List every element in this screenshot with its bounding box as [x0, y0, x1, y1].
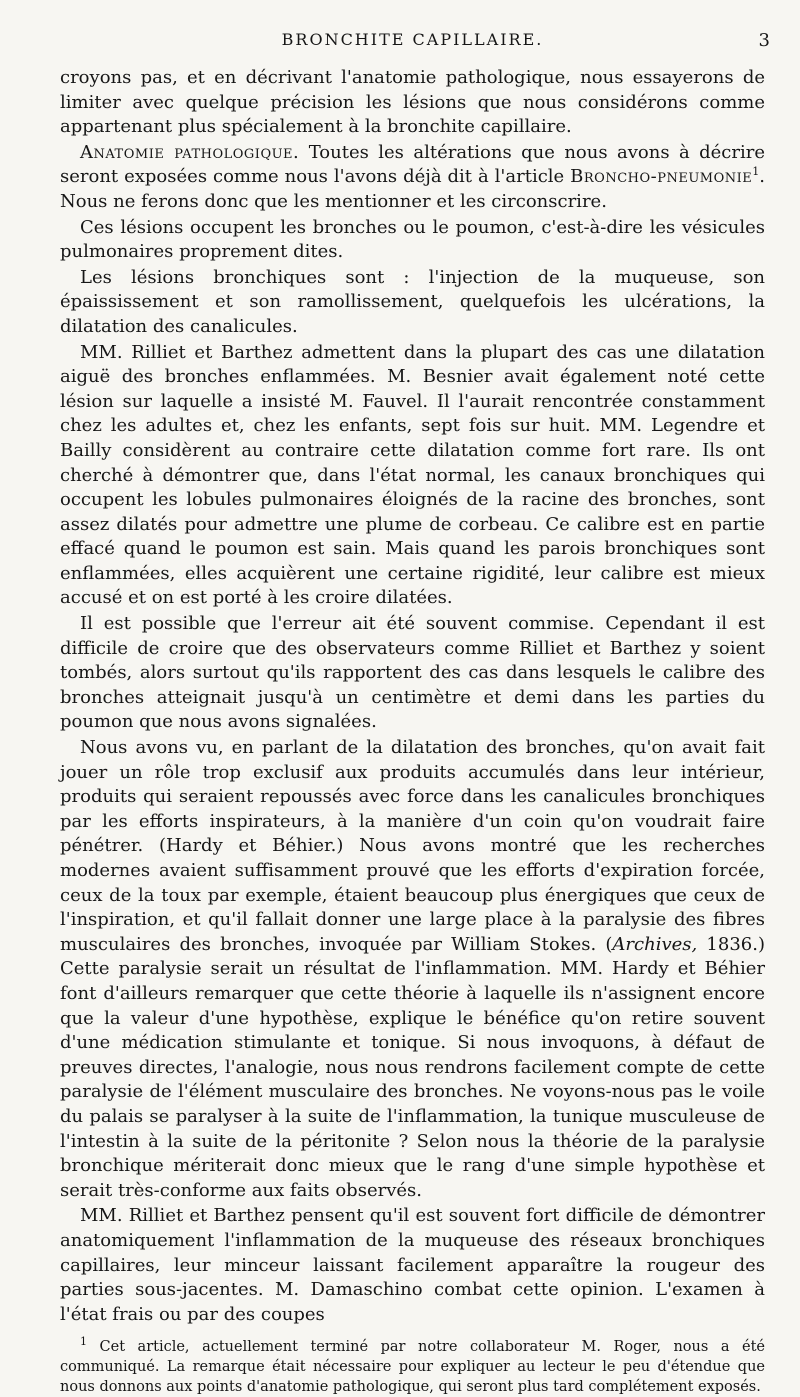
footnote-marker: 1 [752, 165, 760, 179]
paragraph: Les lésions bronchiques sont : l'injection de la muqueuse, son épaississement et son ramollissement, quelquefois les ulcérations, la dilatation des canalicules. [60, 266, 765, 337]
section-heading: Anatomie pathologique. [80, 141, 300, 163]
italic-citation: Archives, [612, 933, 698, 955]
paragraph: Ces lésions occupent les bronches ou le poumon, c'est-à-dire les vésicules pulmonaires proprement dites. [60, 216, 765, 263]
paragraph: MM. Rilliet et Barthez admettent dans la plupart des cas une dilatation aiguë des bronches enflammées. M. Besnier avait également noté cette lésion sur laquelle a insisté M. Fauvel. Il l'aurait rencontrée constamment chez les adultes et, chez les enfants, sept fois sur huit. MM. Legendre et Bailly considèrent au contraire cette dilatation comme fort rare. Ils ont cherché à démontrer que, dans l'état normal, les canaux bronchiques qui occupent les lobules pulmonaires éloignés de la racine des bronches, sont assez dilatés pour admettre une plume de corbeau. Ce calibre est en partie effacé quand le poumon est sain. Mais quand les parois bronchiques sont enflammées, elles acquièrent une certaine rigidité, leur calibre est mieux accusé et on est porté à les croire dilatées. [60, 341, 765, 609]
running-header [60, 30, 770, 56]
book-page [60, 30, 770, 1397]
running-title: BRONCHITE CAPILLAIRE. [281, 30, 544, 49]
body-text [60, 66, 765, 1327]
footnote-mark: 1 [80, 1335, 87, 1349]
page-number: 3 [758, 30, 770, 51]
paragraph-text: 1836.) Cette paralysie serait un résultat de l'inflammation. MM. Hardy et Béhier font d'ailleurs remarquer que cette théorie à laquelle ils n'assignent encore que la valeur d'une hypothèse, explique le bénéfice qu'on retire souvent d'une médication stimulante et tonique. Si nous invoquons, à défaut de preuves directes, l'analogie, nous nous rendrons facilement compte de cette paralysie de l'élément musculaire des bronches. Ne voyons-nous pas le voile du palais se paralyser à la suite de l'inflammation, la tunique musculeuse de l'intestin à la suite de la péritonite ? Selon nous la théorie de la paralysie bronchique mériterait donc mieux que le rang d'une simple hypothèse et serait très-conforme aux faits observés. [60, 933, 765, 1201]
paragraph: Il est possible que l'erreur ait été souvent commise. Cependant il est difficile de croire que des observateurs comme Rilliet et Barthez y soient tombés, alors surtout qu'ils rapportent des cas dans lesquels le calibre des bronches atteignait jusqu'à un centimètre et demi dans les parties du poumon que nous avons signalées. [60, 613, 765, 733]
footnote-text: Cet article, actuellement terminé par notre collaborateur M. Roger, nous a été communiqué. La remarque était nécessaire pour expliquer au lecteur le peu d'étendue que nous donnons aux points d'anatomie pathologique, qui seront plus tard complétement exposés. [60, 1339, 765, 1396]
paragraph-text: . Nous ne ferons donc que les mentionner et les circonscrire. [60, 166, 765, 212]
cross-reference: Broncho-pneumonie [570, 166, 753, 188]
paragraph: MM. Rilliet et Barthez pensent qu'il est souvent fort difficile de démontrer anatomiquement l'inflammation de la muqueuse des réseaux bronchiques capillaires, leur minceur laissant facilement apparaître la rougeur des parties sous-jacentes. M. Damaschino combat cette opinion. L'examen à l'état frais ou par des coupes [60, 1205, 765, 1325]
paragraph-text: Nous avons vu, en parlant de la dilatation des bronches, qu'on avait fait jouer un rôle trop exclusif aux produits accumulés dans leur intérieur, produits qui seraient repoussés avec force dans les canalicules bronchiques par les efforts inspirateurs, à la manière d'un coin qu'on voudrait faire pénétrer. (Hardy et Béhier.) Nous avons montré que les recherches modernes avaient suffisamment prouvé que les efforts d'expiration forcée, ceux de la toux par exemple, étaient beaucoup plus énergiques que ceux de l'inspiration, et qu'il fallait donner une large place à la paralysie des fibres musculaires des bronches, invoquée par William Stokes. ( [60, 737, 765, 955]
paragraph-text: Toutes les altérations que nous avons à décrire seront exposées comme nous l'avons déjà dit à l'article [60, 141, 765, 188]
footnote [60, 1337, 765, 1397]
paragraph-anatomie [60, 141, 765, 215]
paragraph-paralysie [60, 736, 765, 1203]
paragraph: croyons pas, et en décrivant l'anatomie pathologique, nous essayerons de limiter avec quelque précision les lésions que nous considérons comme appartenant plus spécialement à la bronchite capillaire. [60, 67, 765, 138]
